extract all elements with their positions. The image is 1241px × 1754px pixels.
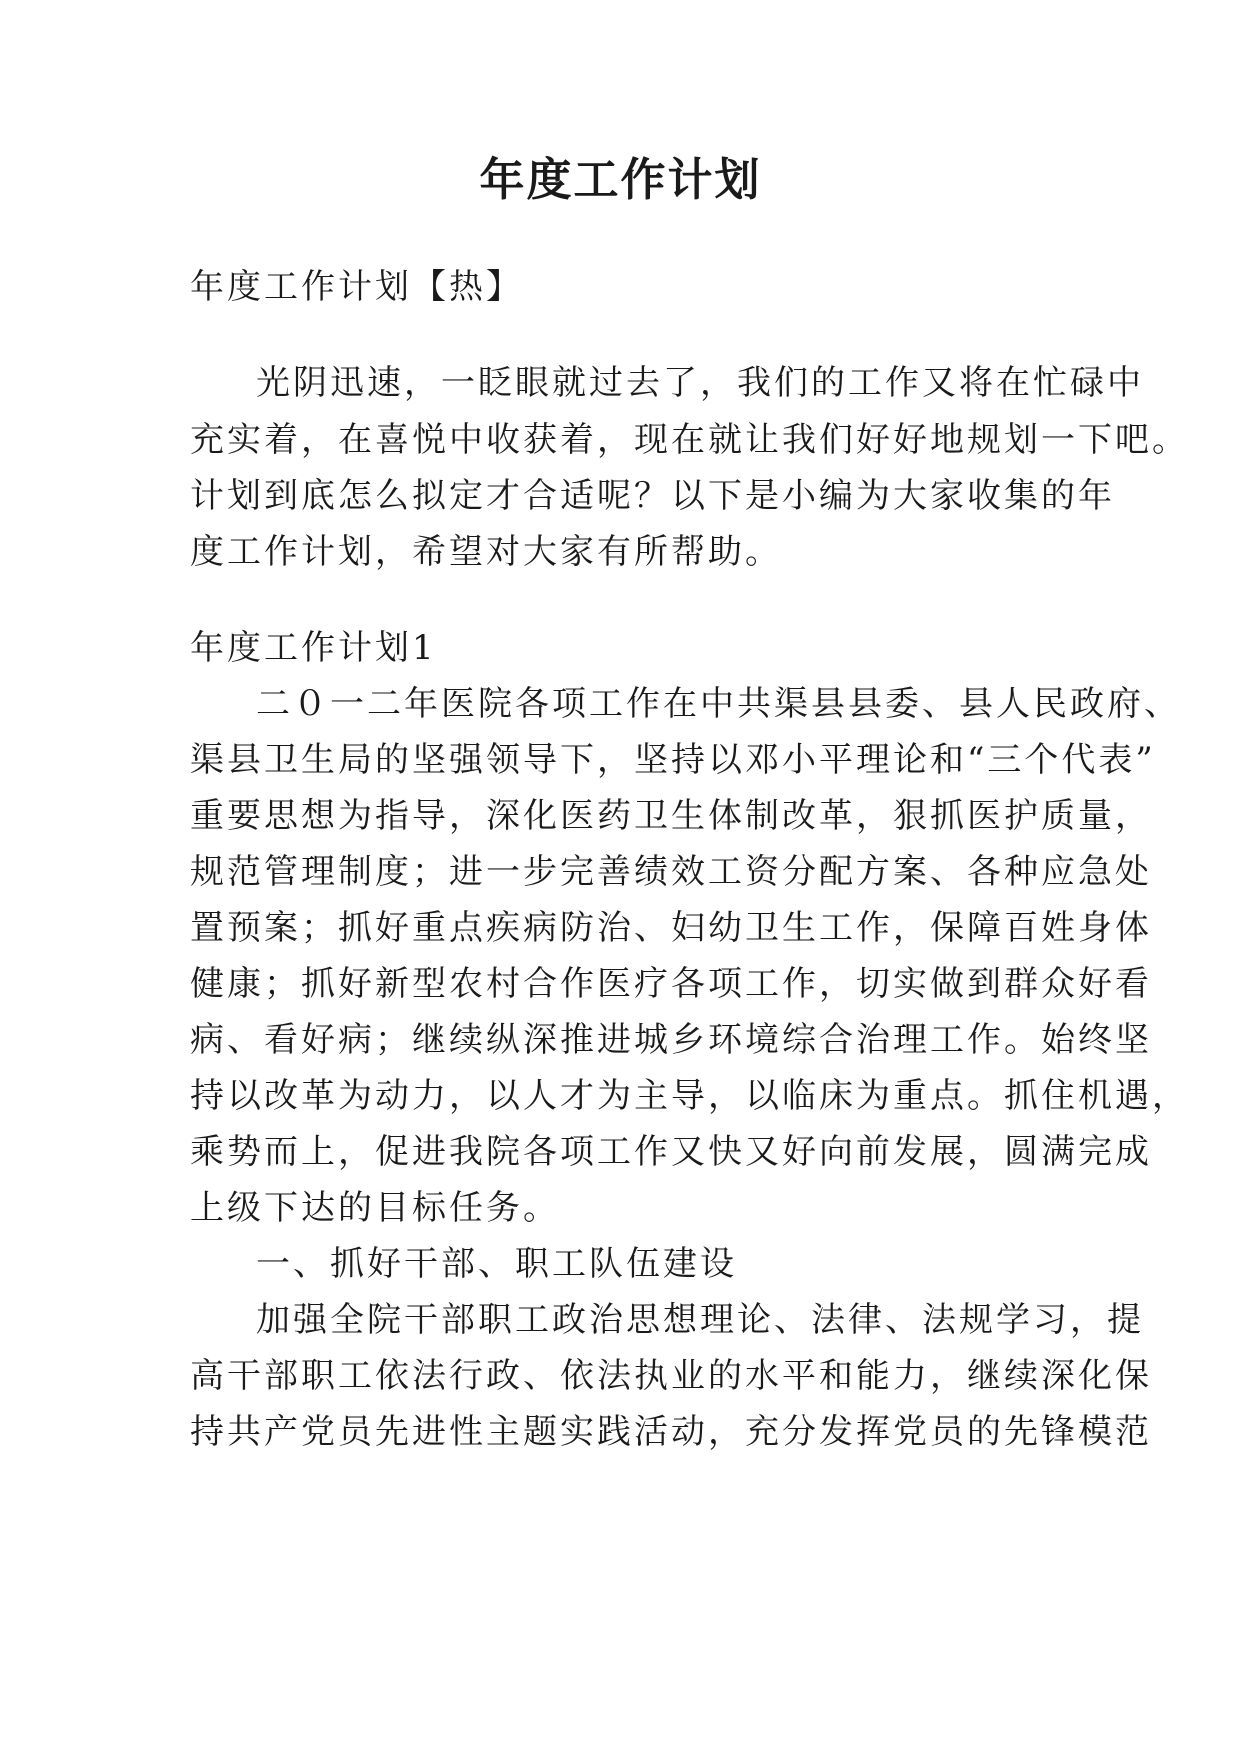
body-line: 二０一二年医院各项工作在中共渠县县委、县人民政府、 [256, 684, 1181, 724]
body-line: 持共产党员先进性主题实践活动，充分发挥党员的先锋模范 [190, 1412, 1152, 1452]
body-line: 渠县卫生局的坚强领导下，坚持以邓小平理论和“三个代表” [190, 740, 1156, 780]
body-line: 重要思想为指导，深化医药卫生体制改革，狠抓医护质量， [190, 796, 1152, 836]
document-title: 年度工作计划 [479, 153, 762, 206]
intro-line: 计划到底怎么拟定才合适呢？以下是小编为大家收集的年 [190, 476, 1115, 516]
body-line: 置预案；抓好重点疾病防治、妇幼卫生工作，保障百姓身体 [190, 908, 1152, 948]
body-line: 规范管理制度；进一步完善绩效工资分配方案、各种应急处 [190, 852, 1152, 892]
body-line: 加强全院干部职工政治思想理论、法律、法规学习，提 [256, 1300, 1144, 1340]
intro-line: 充实着，在喜悦中收获着，现在就让我们好好地规划一下吧。 [190, 420, 1189, 460]
document-subtitle: 年度工作计划【热】 [190, 267, 523, 307]
section-heading: 年度工作计划1 [190, 628, 437, 668]
body-line: 健康；抓好新型农村合作医疗各项工作，切实做到群众好看 [190, 964, 1152, 1004]
intro-line: 光阴迅速，一眨眼就过去了，我们的工作又将在忙碌中 [256, 363, 1144, 403]
body-line: 乘势而上，促进我院各项工作又快又好向前发展，圆满完成 [190, 1132, 1152, 1172]
body-line: 上级下达的目标任务。 [190, 1188, 560, 1228]
subsection-heading: 一、抓好干部、职工队伍建设 [256, 1244, 737, 1284]
body-line: 持以改革为动力，以人才为主导，以临床为重点。抓住机遇， [190, 1076, 1189, 1116]
body-line: 病、看好病；继续纵深推进城乡环境综合治理工作。始终坚 [190, 1020, 1152, 1060]
body-line: 高干部职工依法行政、依法执业的水平和能力，继续深化保 [190, 1356, 1152, 1396]
intro-line: 度工作计划，希望对大家有所帮助。 [190, 532, 782, 572]
